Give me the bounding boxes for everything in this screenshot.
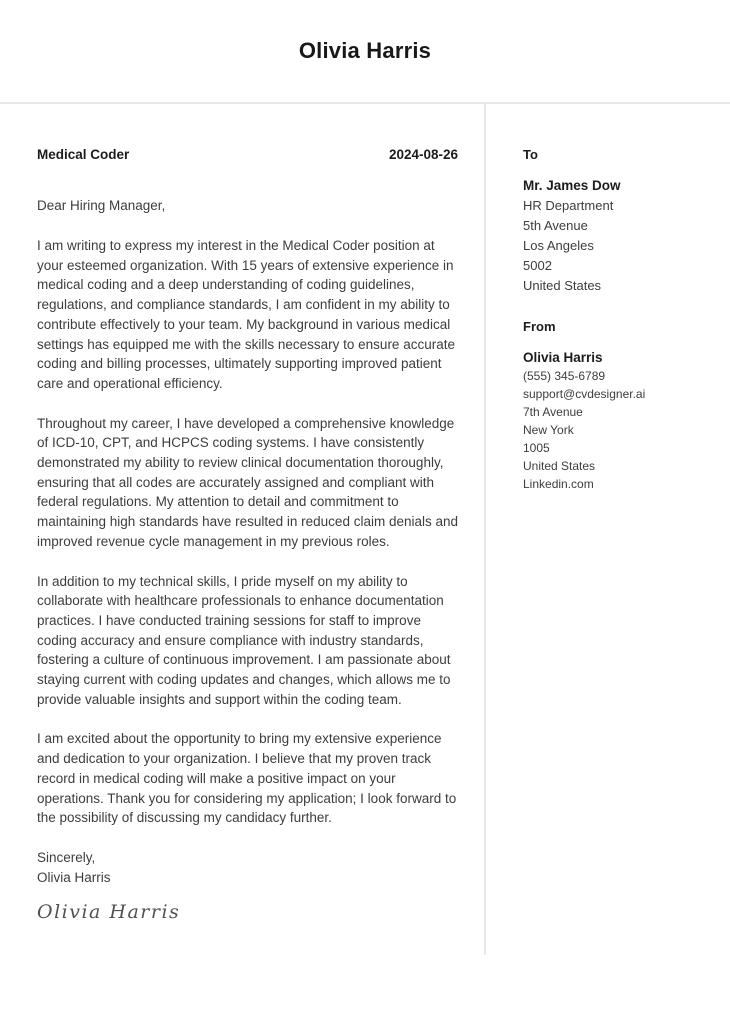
from-section — [523, 319, 710, 493]
title-row — [37, 147, 458, 163]
letter-main-column — [0, 104, 484, 955]
sender-name: Olivia Harris — [523, 350, 603, 365]
letter-paragraph: Throughout my career, I have developed a comprehensive knowledge of ICD-10, CPT, and HCPCS coding systems. I have consistently demonstrated my ability to review clinical documentation thoroughly, ensuring that all codes are accurately assigned and compliant with federal regulations. My attention to detail and commitment to maintaining high standards have resulted in reduced claim denials and improved revenue cycle management in my previous roles. — [37, 415, 459, 549]
recipient-detail: Los Angeles — [523, 238, 594, 253]
letter-paragraph: In addition to my technical skills, I pride myself on my ability to collaborate with healthcare professionals to enhance documentation practices. I have conducted training sessions for staff to improve coding accuracy and ensure compliance with industry standards, fostering a culture of continuous improvement. I am passionate about staying current with coding updates and changes, which allows me to provide valuable insights and support within the coding team. — [37, 573, 451, 707]
signer-name: Olivia Harris — [37, 869, 111, 885]
page-title: Olivia Harris — [298, 38, 432, 63]
to-heading: To — [523, 147, 538, 162]
sender-detail: 7th Avenue — [523, 405, 583, 419]
sender-detail: 1005 — [523, 441, 550, 455]
contact-sidebar — [484, 104, 730, 955]
letter-content — [0, 104, 730, 955]
salutation: Dear Hiring Manager, — [37, 198, 166, 213]
recipient-detail: 5002 — [523, 258, 552, 273]
closing-block — [37, 848, 458, 888]
recipient-detail: United States — [523, 278, 602, 293]
sender-email: support@cvdesigner.ai — [523, 387, 646, 401]
letter-header — [0, 0, 730, 104]
sender-detail: United States — [523, 459, 596, 473]
closing-word: Sincerely, — [37, 849, 96, 865]
from-heading: From — [523, 319, 556, 334]
to-section — [523, 147, 710, 296]
sender-detail: New York — [523, 423, 574, 437]
recipient-name: Mr. James Dow — [523, 178, 621, 193]
job-title: Medical Coder — [37, 147, 130, 162]
sender-linkedin: Linkedin.com — [523, 477, 594, 491]
recipient-detail: 5th Avenue — [523, 218, 588, 233]
handwritten-signature: Olivia Harris — [37, 900, 181, 923]
recipient-detail: HR Department — [523, 198, 614, 213]
sender-phone: (555) 345-6789 — [523, 369, 606, 383]
letter-paragraph: I am writing to express my interest in the Medical Coder position at your esteemed organization. With 15 years of extensive experience in medical coding and a deep understanding of coding guidelines, regulations, and compliance standards, I am confident in my ability to contribute effectively to your team. My background in various medical settings has equipped me with the skills necessary to ensure accurate coding and billing processes, ultimately supporting improved patient care and operational efficiency. — [37, 238, 455, 391]
letter-paragraph: I am excited about the opportunity to bring my extensive experience and dedication to your organization. I believe that my proven track record in medical coding will make a positive impact on your operations. Thank you for considering my application; I look forward to the possibility of discussing my candidacy further. — [37, 731, 457, 826]
letter-date: 2024-08-26 — [388, 147, 458, 162]
